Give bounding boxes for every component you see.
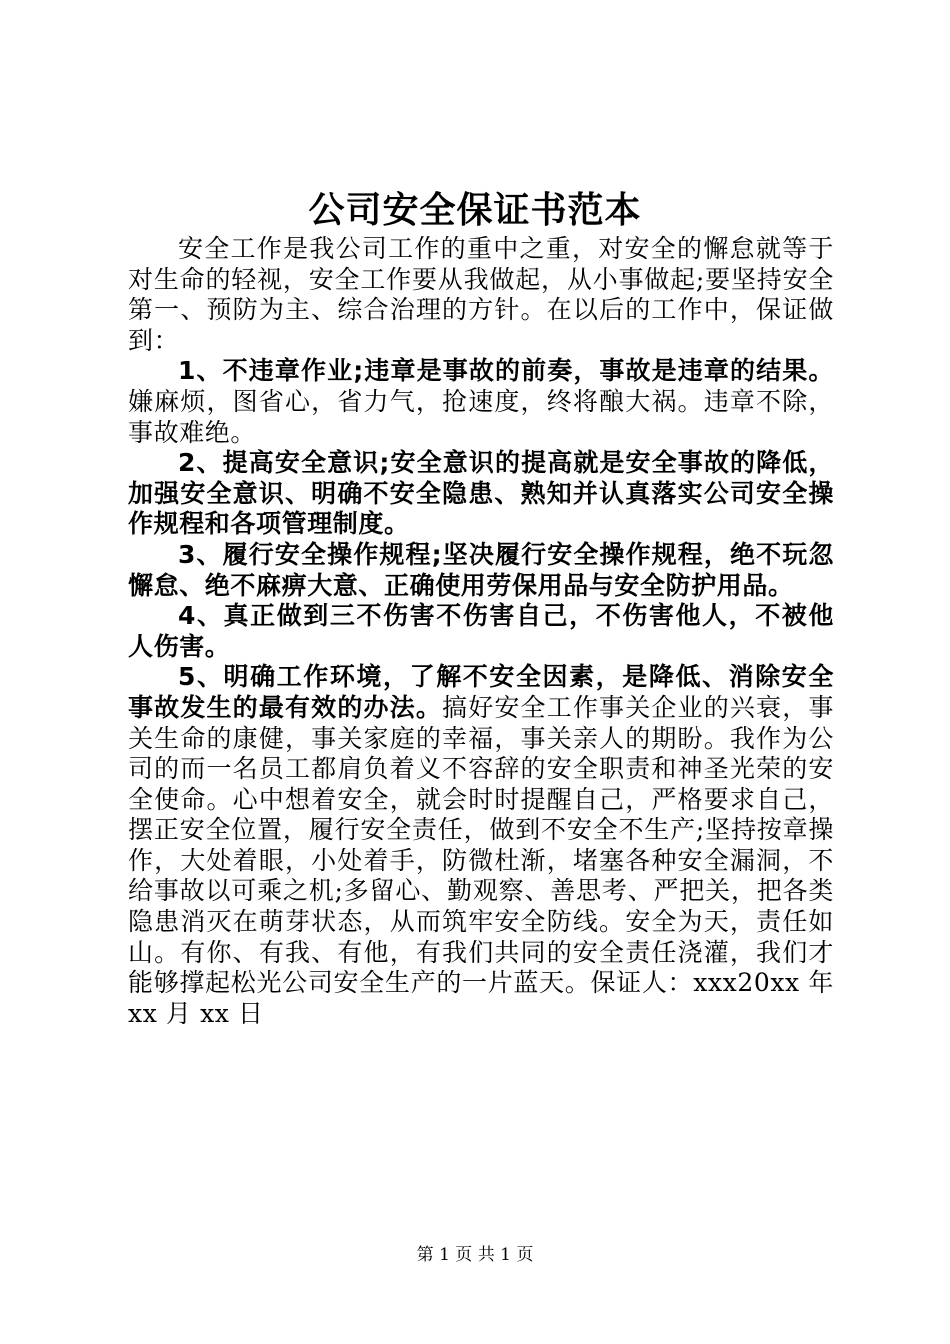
intro-paragraph: 安全工作是我公司工作的重中之重，对安全的懈怠就等于对生命的轻视，安全工作要从我做起，从小事做起;要坚持安全第一、预防为主、综合治理的方针。在以后的工作中，保证做到： xyxy=(128,234,834,355)
clause-1-detail: 嫌麻烦，图省心，省力气，抢速度，终将酿大祸。违章不除，事故难绝。 xyxy=(128,386,834,447)
clause-3-paragraph: 3、履行安全操作规程;坚决履行安全操作规程，绝不玩忽懈怠、绝不麻痹大意、正确使用劳保用品与安全防护用品。 xyxy=(128,539,834,600)
clause-1-heading: 1、不违章作业;违章是事故的前奏，事故是违章的结果。 xyxy=(178,356,834,386)
clause-5-heading: 5、明确工作环境，了解不安全因素，是降低、消除安全事故发生的最有效的办法。 xyxy=(128,662,834,722)
closing-statement: 搞好安全工作事关企业的兴衰，事关生命的康健，事关家庭的幸福，事关亲人的期盼。我作为公司的而一名员工都肩负着义不容辞的安全职责和神圣光荣的安全使命。心中想着安全，就会时时提醒自己，严格要求自己，摆正安全位置，履行安全责任，做到不安全不生产;坚持按章操作，大处着眼，小处着手，防微杜渐，堵塞各种安全漏洞，不给事故以可乘之机;多留心、勤观察、善思考、严把关，把各类隐患消灭在萌芽状态，从而筑牢安全防线。安全为天，责任如山。有你、有我、有他，有我们共同的安全责任浇灌，我们才能够撑起松光公司安全生产的一片蓝天。保证人：xxx20xx 年 xx 月 xx 日 xyxy=(128,692,834,1028)
clause-5-paragraph xyxy=(128,662,834,1029)
clause-4-paragraph: 4、真正做到三不伤害不伤害自己，不伤害他人，不被他人伤害。 xyxy=(128,601,834,661)
document-body xyxy=(128,234,834,1029)
document-title: 公司安全保证书范本 xyxy=(308,189,642,231)
clause-1-paragraph xyxy=(128,356,834,448)
page-number-footer: 第 1 页 共 1 页 xyxy=(416,1245,534,1265)
clause-2-paragraph: 2、提高安全意识;安全意识的提高就是安全事故的降低，加强安全意识、明确不安全隐患、熟知并认真落实公司安全操作规程和各项管理制度。 xyxy=(128,448,834,539)
